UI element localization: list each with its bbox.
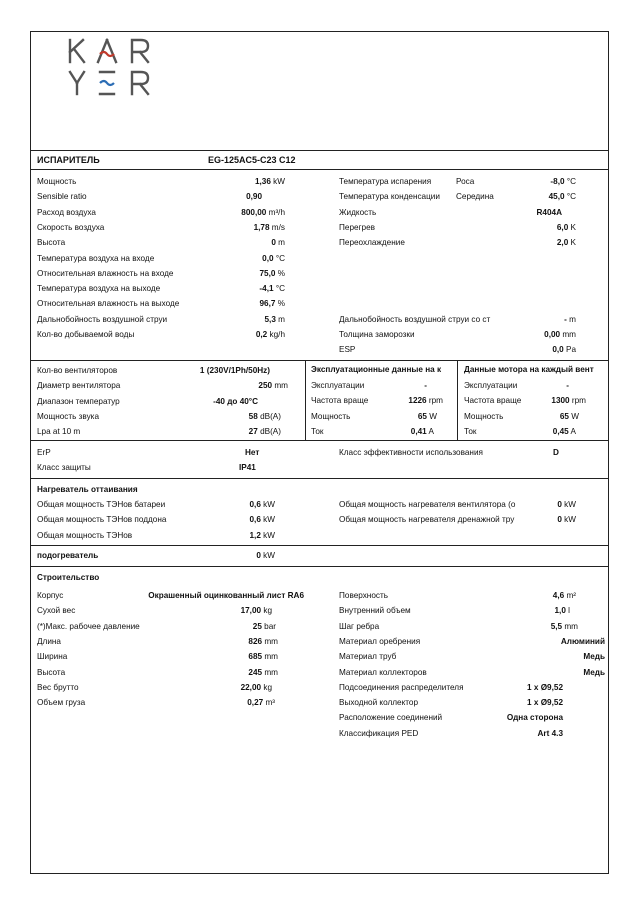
main-right-row-label: Дальнобойность воздушной струи со ст <box>339 314 491 324</box>
construction-left-row-unit: m³ <box>265 698 275 708</box>
defrost-left-row-unit: kW <box>263 500 275 509</box>
main-left-row-unit: °C <box>275 253 285 263</box>
construction-left-row-number: 0,27 <box>247 698 264 708</box>
fans-mid-row-unit: rpm <box>428 396 443 406</box>
fans-left-row-label: Lpa at 10 m <box>37 427 81 437</box>
construction-left-row-unit: kg <box>263 606 272 616</box>
main-left-row-unit: % <box>277 299 285 309</box>
construction-left-row-label: Высота <box>37 667 66 677</box>
fans-right-row-label: Мощность <box>464 411 504 421</box>
fans-right-row-value <box>416 396 586 406</box>
main-right-row-value <box>406 238 576 248</box>
main-left-row-label: Относительная влажность на входе <box>37 268 174 278</box>
defrost-left-row-unit: kW <box>263 515 275 525</box>
construction-right-row-number: Алюминий <box>560 636 605 646</box>
fans-right-row-label: Частота враще <box>464 396 522 406</box>
construction-right-row-value <box>393 698 563 708</box>
fans-mid-row-label: Мощность <box>311 411 351 421</box>
title-label: ИСПАРИТЕЛЬ <box>37 155 100 165</box>
main-left-row-number: 800,00 <box>241 207 267 217</box>
heater-label: подогреватель <box>37 551 99 560</box>
fans-left-row-value <box>88 397 258 407</box>
defrost-left-row-label: Общая мощность ТЭНов поддона <box>37 515 167 525</box>
construction-left-row-unit: mm <box>264 667 278 677</box>
fans-left-row-unit: mm <box>274 381 288 391</box>
main-right-row-unit: K <box>570 222 576 232</box>
main-right-row-label: ESP <box>339 345 356 355</box>
main-left-row-label: Высота <box>37 238 66 248</box>
defrost-left-row-value <box>105 531 275 541</box>
construction-left-row-number: 22,00 <box>240 682 262 692</box>
main-left-row-number: 0 <box>271 238 276 248</box>
defrost-right-row-number: 0 <box>557 500 562 509</box>
divider <box>30 169 609 170</box>
main-left-row-number: -4,1 <box>259 284 274 294</box>
defrost-right-row-value <box>406 500 576 510</box>
main-right-row-unit: mm <box>562 330 576 339</box>
document-frame <box>30 31 609 874</box>
construction-left-row-value <box>108 652 278 662</box>
defrost-left-row-number: 0,6 <box>249 500 261 509</box>
fans-left-row-label: Диаметр вентилятора <box>37 381 121 391</box>
fans-right-row-unit: A <box>570 426 576 436</box>
construction-left-row-label: Корпус <box>37 591 64 600</box>
construction-left-row-value <box>108 668 278 678</box>
main-left-row-label: Sensible ratio <box>37 192 87 202</box>
efficiency-class-label: Класс эффективности использования <box>339 448 483 457</box>
fans-mid-row-unit: A <box>428 426 434 436</box>
construction-right-row-number: Медь <box>583 652 605 662</box>
fans-left-row-value <box>111 412 281 422</box>
karyer-logo <box>68 38 158 96</box>
fans-mid-row-label: Ток <box>311 426 324 436</box>
main-left-row-number: 0,2 <box>255 330 268 339</box>
defrost-left-row-unit: kW <box>263 530 275 540</box>
fans-right-row-value <box>399 381 569 391</box>
construction-right-row-unit: mm <box>564 621 578 631</box>
defrost-left-row-value <box>105 515 275 525</box>
fans-left-row-number: 58 <box>248 411 258 421</box>
fans-right-row-unit: W <box>571 411 579 421</box>
main-right-row-value <box>406 315 576 325</box>
main-right-row-unit: K <box>570 238 576 248</box>
construction-right-row-label: Поверхность <box>339 591 388 600</box>
construction-right-row-value <box>408 622 578 632</box>
construction-right-row-value <box>400 606 570 616</box>
main-left-row-label: Температура воздуха на входе <box>37 253 155 263</box>
fans-left-row-number: 27 <box>248 427 258 437</box>
fans-left-row-label: Диапазон температур <box>37 396 120 406</box>
main-right-row-number: 0,0 <box>552 345 564 355</box>
main-right-row-label: Переохлаждение <box>339 238 405 248</box>
construction-right-row-label: Расположение соединений <box>339 713 443 723</box>
main-left-row-value <box>92 192 262 202</box>
construction-right-row-number: Медь <box>583 667 605 677</box>
main-left-row-unit: % <box>277 268 285 278</box>
construction-header: Строительство <box>37 573 100 582</box>
main-left-row-number: 0,90 <box>246 192 262 202</box>
main-right-row-unit: Pa <box>565 345 576 355</box>
construction-right-row-value <box>435 637 605 647</box>
main-left-row-label: Дальнобойность воздушной струи <box>37 314 168 324</box>
fans-left-row-number: 1 (230V/1Ph/50Hz) <box>199 366 270 375</box>
construction-right-row-label: Классификация PED <box>339 728 419 738</box>
main-left-row-unit: m³/h <box>268 207 285 217</box>
construction-left-row-number: 245 <box>248 667 263 677</box>
fans-mid-row-number: 65 <box>417 411 427 421</box>
construction-right-row-number: 1,0 <box>554 606 566 616</box>
main-left-row-unit: m/s <box>271 222 285 232</box>
main-left-row-number: 1,36 <box>254 177 271 186</box>
construction-left-row-unit: mm <box>264 652 278 662</box>
main-left-row-unit: m <box>278 314 285 324</box>
main-right-row-label: Перегрев <box>339 222 375 232</box>
fans-mid-row-number: 1226 <box>408 396 427 406</box>
main-right-row-number: 45,0 <box>548 192 565 202</box>
construction-right-row-number: 5,5 <box>550 621 563 631</box>
construction-left-row-label: Вес брутто <box>37 682 79 692</box>
construction-left-row-number: 685 <box>248 652 263 662</box>
main-left-row-value <box>115 238 285 248</box>
construction-left-row-label: Объем груза <box>37 698 86 708</box>
main-left-row-label: Расход воздуха <box>37 207 96 217</box>
defrost-right-row-unit: kW <box>564 500 576 509</box>
construction-right-row-label: Шаг ребра <box>339 621 380 631</box>
construction-right-row-value <box>435 668 605 678</box>
construction-right-row-label: Подсоединения распределителя <box>339 682 464 692</box>
divider <box>30 566 609 567</box>
fans-right-row-label: Ток <box>464 426 477 436</box>
main-right-row-number: 6,0 <box>556 222 569 232</box>
fans-mid-row-label: Частота враще <box>311 396 369 406</box>
construction-right-row-label: Выходной коллектор <box>339 698 419 708</box>
divider <box>30 360 609 361</box>
fans-left-row-number: 250 <box>258 381 273 391</box>
erp-label: ErP <box>37 448 51 457</box>
construction-right-row-label: Материал коллекторов <box>339 667 427 677</box>
main-right-row-label: Температура конденсации <box>339 192 440 202</box>
main-right-row-number: - <box>564 314 567 324</box>
main-left-row-number: 96,7 <box>259 299 276 309</box>
main-right-row-number: 2,0 <box>556 238 569 248</box>
main-left-row-value <box>115 208 285 218</box>
protection-class-label: Класс защиты <box>37 463 91 472</box>
main-right-row-value <box>406 223 576 233</box>
main-left-row-number: 1,78 <box>253 222 270 232</box>
fans-mid-row-number: - <box>424 381 427 390</box>
fans-left-row-unit: dB(A) <box>260 427 281 437</box>
fans-right-row-number: - <box>566 381 569 390</box>
erp-value: Нет <box>245 448 260 457</box>
main-right-row-value <box>406 192 576 202</box>
defrost-left-row-label: Общая мощность ТЭНов <box>37 530 133 540</box>
main-left-row-label: Температура воздуха на выходе <box>37 284 161 294</box>
construction-left-row-value <box>105 698 275 708</box>
main-left-row-unit: m <box>278 238 285 248</box>
construction-left-row-label: Сухой вес <box>37 606 76 616</box>
construction-left-row-label: Длина <box>37 636 61 646</box>
protection-class-value: IP41 <box>239 463 256 472</box>
construction-right-row-number: Одна сторона <box>506 713 563 723</box>
main-right-row-unit: m <box>569 314 576 324</box>
construction-left-row-unit: kg <box>263 682 272 692</box>
construction-left-row-value <box>134 591 304 601</box>
main-right-row-unit: °C <box>566 192 576 202</box>
construction-right-row-value <box>406 591 576 601</box>
construction-left-row-label: (*)Макс. рабочее давление <box>37 621 140 631</box>
defrost-right-row-unit: kW <box>564 515 576 525</box>
construction-right-row-value <box>393 683 563 693</box>
main-right-row-number: 0,00 <box>544 330 561 339</box>
divider <box>30 478 609 479</box>
main-right-row-number: -8,0 <box>550 177 565 186</box>
fans-right-row-value <box>406 427 576 437</box>
fans-left-row-unit: dB(A) <box>260 411 281 421</box>
main-right-row-value <box>406 330 576 340</box>
fans-right-row-number: 1300 <box>551 396 570 406</box>
construction-left-row-number: 25 <box>252 621 262 631</box>
heater-value: 0 kW <box>256 551 275 560</box>
construction-right-row-value <box>393 713 563 723</box>
main-left-row-value <box>115 330 285 340</box>
main-left-row-label: Скорость воздуха <box>37 222 105 232</box>
fans-left-row-value <box>100 366 270 376</box>
defrost-left-row-number: 1,2 <box>249 530 261 540</box>
fans-right-row-label: Эксплуатации <box>464 381 518 390</box>
main-right-row-unit: °C <box>566 177 576 186</box>
divider <box>30 150 609 151</box>
main-right-row-value <box>392 208 562 218</box>
efficiency-class-value: D <box>553 448 559 457</box>
defrost-right-row-label: Общая мощность нагревателя вентилятора (о <box>339 500 516 509</box>
main-left-row-value <box>115 177 285 187</box>
construction-left-row-number: 826 <box>248 636 263 646</box>
fans-mid-row-unit: W <box>429 411 437 421</box>
construction-right-row-number: 1 x Ø9,52 <box>527 682 563 692</box>
construction-left-row-number: 17,00 <box>240 606 262 616</box>
construction-right-row-label: Материал труб <box>339 652 397 662</box>
fans-right-row-unit: rpm <box>571 396 586 406</box>
fan-operating-header: Эксплуатационные данные на к <box>311 365 442 374</box>
model-name: EG-125AC5-C23 C12 <box>208 155 296 165</box>
construction-right-row-unit: m² <box>566 591 576 600</box>
construction-left-row-number: Окрашенный оцинкованный лист RA6 <box>148 591 304 600</box>
construction-right-row-label: Материал оребрения <box>339 636 421 646</box>
main-right-row-sublabel: Роса <box>456 177 475 186</box>
construction-right-row-number: 4,6 <box>552 591 565 600</box>
main-right-row-label: Температура испарения <box>339 177 432 186</box>
construction-left-row-unit: bar <box>264 621 276 631</box>
main-left-row-unit: kg/h <box>269 330 285 339</box>
main-right-row-label: Толщина заморозки <box>339 330 415 339</box>
construction-right-row-unit: l <box>568 606 570 616</box>
main-left-row-label: Кол-во добываемой воды <box>37 330 135 339</box>
main-left-row-number: 0,0 <box>262 253 274 263</box>
construction-left-row-label: Ширина <box>37 652 68 662</box>
divider <box>30 545 609 546</box>
main-left-row-unit: kW <box>273 177 285 186</box>
construction-left-row-value <box>102 606 272 616</box>
main-right-row-value <box>406 345 576 355</box>
fans-left-row-label: Мощность звука <box>37 411 99 421</box>
main-left-row-value <box>115 299 285 309</box>
fans-left-row-value <box>111 427 281 437</box>
construction-left-row-value <box>102 683 272 693</box>
fans-right-row-value <box>409 412 579 422</box>
construction-left-row-unit: mm <box>264 636 278 646</box>
construction-right-row-label: Внутренний объем <box>339 606 411 616</box>
construction-left-row-value <box>106 622 276 632</box>
defrost-left-row-value <box>105 500 275 510</box>
main-right-row-sublabel: Середина <box>456 192 494 202</box>
main-left-row-label: Относительная влажность на выходе <box>37 299 180 309</box>
fans-mid-row-number: 0,41 <box>410 426 427 436</box>
main-left-row-number: 75,0 <box>259 268 276 278</box>
main-left-row-number: 5,3 <box>264 314 276 324</box>
construction-right-row-value <box>435 652 605 662</box>
divider <box>30 440 609 441</box>
defrost-left-row-label: Общая мощность ТЭНов батареи <box>37 500 166 509</box>
motor-data-header: Данные мотора на каждый вент <box>464 365 594 374</box>
main-left-row-value <box>115 284 285 294</box>
defrost-header: Нагреватель оттаивания <box>37 485 138 494</box>
defrost-right-row-label: Общая мощность нагревателя дренажной тру <box>339 515 515 525</box>
construction-right-row-number: 1 x Ø9,52 <box>527 698 563 708</box>
fans-left-row-number: -40 до 40°C <box>213 396 258 406</box>
main-right-row-label: Жидкость <box>339 207 377 217</box>
fans-right-row-number: 0,45 <box>552 426 569 436</box>
main-left-row-value <box>115 315 285 325</box>
fans-left-row-label: Кол-во вентиляторов <box>37 366 118 375</box>
logo-mark-icon <box>68 38 158 98</box>
fans-mid-row-label: Эксплуатации <box>311 381 365 390</box>
main-right-row-number: R404A <box>536 207 562 217</box>
main-right-row-value <box>406 177 576 187</box>
main-left-row-value <box>115 223 285 233</box>
main-left-row-value <box>115 269 285 279</box>
main-left-row-unit: °C <box>275 284 285 294</box>
defrost-left-row-number: 0,6 <box>249 515 261 525</box>
construction-left-row-value <box>108 637 278 647</box>
construction-right-row-number: Art 4.3 <box>537 728 563 738</box>
defrost-right-row-number: 0 <box>557 515 562 525</box>
main-left-row-value <box>115 254 285 264</box>
main-left-row-label: Мощность <box>37 177 77 186</box>
fans-right-row-number: 65 <box>559 411 569 421</box>
defrost-right-row-value <box>406 515 576 525</box>
construction-right-row-value <box>393 729 563 739</box>
